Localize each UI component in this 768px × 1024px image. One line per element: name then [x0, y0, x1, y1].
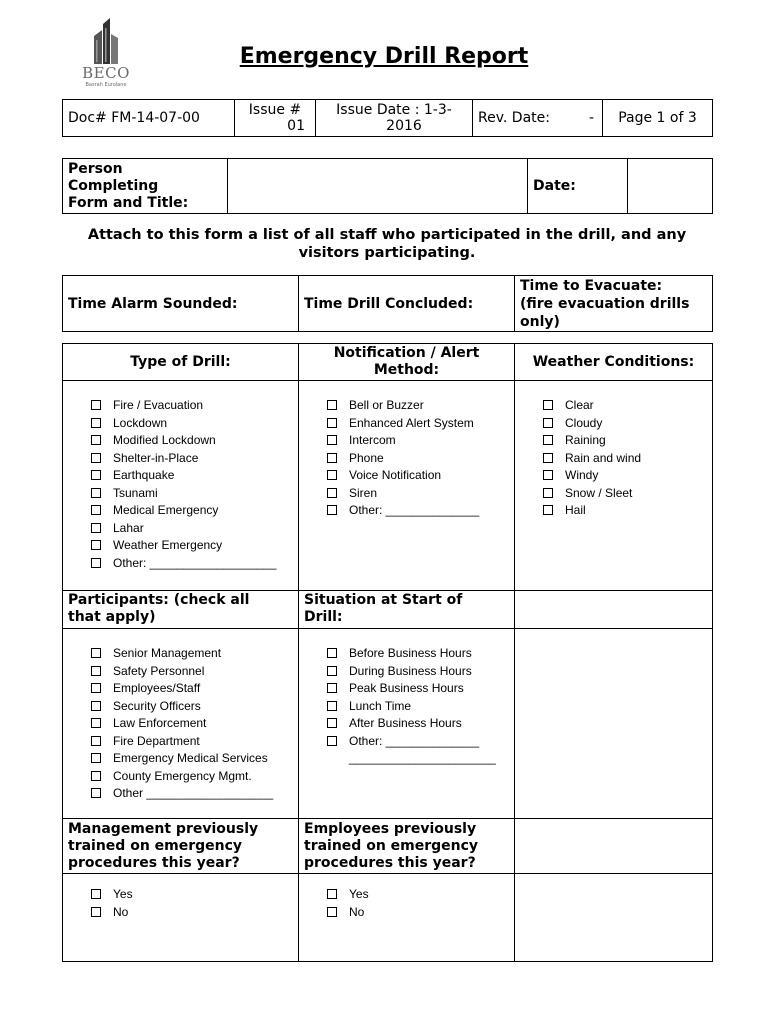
- checkbox-item[interactable]: Windy: [543, 467, 712, 485]
- participants-header: Participants: (check all that apply): [63, 591, 299, 629]
- weather-conditions-list: [515, 381, 713, 591]
- drill-times-table: [62, 275, 713, 332]
- checkbox-icon[interactable]: [91, 683, 101, 693]
- checkbox-item[interactable]: Fire / Evacuation: [91, 397, 298, 415]
- issue-date: Issue Date : 1-3- 2016: [316, 100, 473, 137]
- checkbox-icon[interactable]: [91, 718, 101, 728]
- checkbox-icon[interactable]: [91, 558, 101, 568]
- checkbox-icon[interactable]: [327, 683, 337, 693]
- employees-trained-list: [299, 874, 515, 962]
- checkbox-icon[interactable]: [327, 470, 337, 480]
- checkbox-item[interactable]: Other ___________________: [91, 785, 298, 803]
- empty-cell: [515, 874, 713, 962]
- employees-trained-header: Employees previously trained on emergency procedures this year?: [299, 819, 515, 874]
- checkbox-item[interactable]: Yes: [91, 886, 298, 904]
- checkbox-icon[interactable]: [327, 488, 337, 498]
- checkbox-icon[interactable]: [91, 418, 101, 428]
- checkbox-icon[interactable]: [91, 753, 101, 763]
- checkbox-item[interactable]: During Business Hours: [327, 663, 514, 681]
- checkbox-item[interactable]: Tsunami: [91, 485, 298, 503]
- checkbox-icon[interactable]: [91, 435, 101, 445]
- checkbox-item[interactable]: Fire Department: [91, 733, 298, 751]
- issue-number: Issue # 01: [235, 100, 316, 137]
- checkbox-item[interactable]: Weather Emergency: [91, 537, 298, 555]
- rev-date: Rev. Date: -: [473, 100, 603, 137]
- checkbox-icon[interactable]: [91, 666, 101, 676]
- checkbox-item[interactable]: Emergency Medical Services: [91, 750, 298, 768]
- situation-header: Situation at Start of Drill:: [299, 591, 515, 629]
- checkbox-item[interactable]: No: [91, 904, 298, 922]
- checkbox-item[interactable]: No: [327, 904, 514, 922]
- checkbox-icon[interactable]: [543, 453, 553, 463]
- checkbox-item[interactable]: Safety Personnel: [91, 663, 298, 681]
- checkbox-icon[interactable]: [91, 736, 101, 746]
- checkbox-item[interactable]: Clear: [543, 397, 712, 415]
- time-alarm-sounded[interactable]: Time Alarm Sounded:: [63, 276, 299, 332]
- checkbox-icon[interactable]: [91, 488, 101, 498]
- checkbox-item[interactable]: Rain and wind: [543, 450, 712, 468]
- empty-cell: [515, 819, 713, 874]
- checkbox-icon[interactable]: [327, 648, 337, 658]
- checkbox-icon[interactable]: [91, 907, 101, 917]
- checkbox-icon[interactable]: [327, 418, 337, 428]
- checkbox-item[interactable]: After Business Hours: [327, 715, 514, 733]
- time-to-evacuate[interactable]: Time to Evacuate: (fire evacuation drills only): [515, 276, 713, 332]
- checkbox-item[interactable]: Earthquake: [91, 467, 298, 485]
- checkbox-icon[interactable]: [327, 889, 337, 899]
- checkbox-icon[interactable]: [327, 505, 337, 515]
- checkbox-item[interactable]: Other: ______________: [327, 733, 514, 751]
- checkbox-icon[interactable]: [543, 470, 553, 480]
- checkbox-icon[interactable]: [327, 736, 337, 746]
- checkbox-item[interactable]: Shelter-in-Place: [91, 450, 298, 468]
- checkbox-item[interactable]: Other: ___________________: [91, 555, 298, 573]
- checkbox-icon[interactable]: [91, 701, 101, 711]
- checkbox-item[interactable]: Cloudy: [543, 415, 712, 433]
- weather-conditions-header: Weather Conditions:: [515, 344, 713, 381]
- checkbox-icon[interactable]: [91, 540, 101, 550]
- checkbox-icon[interactable]: [543, 505, 553, 515]
- person-completing-table: [62, 158, 713, 214]
- checkbox-item[interactable]: Employees/Staff: [91, 680, 298, 698]
- checkbox-item[interactable]: Voice Notification: [327, 467, 514, 485]
- checkbox-item[interactable]: Before Business Hours: [327, 645, 514, 663]
- checkbox-icon[interactable]: [327, 718, 337, 728]
- notification-method-header: Notification / Alert Method:: [299, 344, 515, 381]
- checkbox-icon[interactable]: [543, 400, 553, 410]
- page-number: Page 1 of 3: [603, 100, 713, 137]
- logo-wordmark: BECO: [82, 64, 130, 82]
- checkbox-icon[interactable]: [543, 418, 553, 428]
- checkbox-item[interactable]: Yes: [327, 886, 514, 904]
- date-field[interactable]: [628, 159, 713, 214]
- empty-cell: [515, 591, 713, 629]
- time-drill-concluded[interactable]: Time Drill Concluded:: [299, 276, 515, 332]
- checkbox-icon[interactable]: [91, 453, 101, 463]
- doc-number: Doc# FM-14-07-00: [63, 100, 235, 137]
- checkbox-item[interactable]: Raining: [543, 432, 712, 450]
- person-field[interactable]: [228, 159, 528, 214]
- page-title: Emergency Drill Report: [239, 44, 529, 69]
- checkbox-icon[interactable]: [327, 701, 337, 711]
- person-label: Person Completing Form and Title:: [63, 159, 228, 214]
- checkbox-item[interactable]: Lockdown: [91, 415, 298, 433]
- checkbox-item[interactable]: Siren: [327, 485, 514, 503]
- checkbox-icon[interactable]: [327, 435, 337, 445]
- notification-method-list: [299, 381, 515, 591]
- checkbox-icon[interactable]: [91, 648, 101, 658]
- empty-cell: [515, 629, 713, 819]
- checkbox-icon[interactable]: [327, 453, 337, 463]
- checkbox-item[interactable]: County Emergency Mgmt.: [91, 768, 298, 786]
- checkbox-icon[interactable]: [543, 435, 553, 445]
- type-of-drill-list: [63, 381, 299, 591]
- situation-other-continuation[interactable]: ______________________: [349, 751, 496, 765]
- checkbox-icon[interactable]: [91, 771, 101, 781]
- checkbox-item[interactable]: Other: ______________: [327, 502, 514, 520]
- management-trained-list: [63, 874, 299, 962]
- checkbox-item[interactable]: Peak Business Hours: [327, 680, 514, 698]
- logo-tagline: Basrah Eurolane: [85, 82, 127, 88]
- checkbox-item[interactable]: Modified Lockdown: [91, 432, 298, 450]
- checkbox-item[interactable]: Lunch Time: [327, 698, 514, 716]
- checkbox-icon[interactable]: [91, 523, 101, 533]
- checkbox-item[interactable]: Enhanced Alert System: [327, 415, 514, 433]
- checkbox-item[interactable]: Intercom: [327, 432, 514, 450]
- checkbox-icon[interactable]: [91, 788, 101, 798]
- situation-list: [299, 629, 515, 819]
- checkbox-item[interactable]: Hail: [543, 502, 712, 520]
- checkbox-item[interactable]: Lahar: [91, 520, 298, 538]
- date-label: Date:: [528, 159, 628, 214]
- type-of-drill-header: Type of Drill:: [63, 344, 299, 381]
- checkbox-item[interactable]: Snow / Sleet: [543, 485, 712, 503]
- participants-list: [63, 629, 299, 819]
- checkbox-icon[interactable]: [91, 505, 101, 515]
- document-header-table: [62, 99, 713, 137]
- checkbox-item[interactable]: Senior Management: [91, 645, 298, 663]
- checkbox-icon[interactable]: [91, 400, 101, 410]
- checkbox-item[interactable]: Phone: [327, 450, 514, 468]
- checkbox-item[interactable]: Security Officers: [91, 698, 298, 716]
- checkbox-icon[interactable]: [327, 907, 337, 917]
- checkbox-item[interactable]: Bell or Buzzer: [327, 397, 514, 415]
- management-trained-header: Management previously trained on emergency procedures this year?: [63, 819, 299, 874]
- checkbox-icon[interactable]: [327, 666, 337, 676]
- checkbox-icon[interactable]: [91, 889, 101, 899]
- checkbox-item[interactable]: Law Enforcement: [91, 715, 298, 733]
- checkbox-item[interactable]: Medical Emergency: [91, 502, 298, 520]
- checkbox-icon[interactable]: [543, 488, 553, 498]
- attach-instruction: Attach to this form a list of all staff who participated in the drill, and any visitors participating.: [87, 227, 687, 261]
- checkbox-icon[interactable]: [327, 400, 337, 410]
- drill-details-table: [62, 343, 713, 962]
- checkbox-icon[interactable]: [91, 470, 101, 480]
